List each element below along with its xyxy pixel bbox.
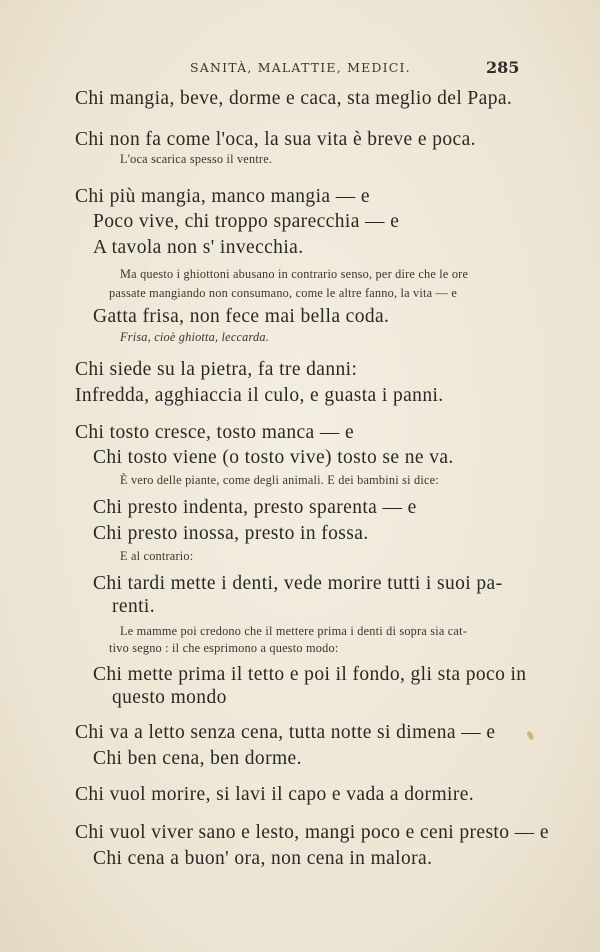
proverb-line: Chi vuol morire, si lavi il capo e vada a dormire. (75, 784, 475, 805)
proverb-line: Chi tardi mette i denti, vede morire tutti i suoi pa- (93, 573, 503, 594)
proverb-line: Chi vuol viver sano e lesto, mangi poco e ceni presto — e (75, 822, 549, 843)
page-header (0, 58, 600, 82)
note-line: Le mamme poi credono che il mettere prima i denti di sopra sia cat- (120, 624, 468, 638)
proverb-line: Chi più mangia, manco mangia — e (75, 186, 370, 207)
proverb-line: Chi mette prima il tetto e poi il fondo, gli sta poco in (93, 664, 527, 685)
proverb-line: Poco vive, chi troppo sparecchia — e (93, 211, 400, 232)
running-head: SANITÀ, MALATTIE, MEDICI. (190, 60, 411, 75)
proverb-line: Chi tosto cresce, tosto manca — e (75, 422, 355, 443)
proverb-line: Chi ben cena, ben dorme. (93, 748, 302, 769)
proverb-line: Chi tosto viene (o tosto vive) tosto se ne va. (93, 447, 454, 468)
proverb-line: Chi mangia, beve, dorme e caca, sta meglio del Papa. (75, 88, 513, 109)
note-line: Ma questo i ghiottoni abusano in contrario senso, per dire che le ore (120, 267, 469, 281)
proverb-line: Gatta frisa, non fece mai bella coda. (93, 306, 390, 327)
proverb-line: Chi presto indenta, presto sparenta — e (93, 497, 417, 518)
proverb-line: Chi presto inossa, presto in fossa. (93, 523, 369, 544)
proverb-line: renti. (112, 596, 156, 617)
note-line: E al contrario: (120, 549, 194, 563)
proverb-line: questo mondo (112, 687, 227, 708)
proverb-line: Chi cena a buon' ora, non cena in malora. (93, 848, 433, 869)
proverb-line: Chi siede su la pietra, fa tre danni: (75, 359, 358, 380)
note-line: È vero delle piante, come degli animali. E dei bambini si dice: (120, 473, 439, 487)
page-number: 285 (486, 58, 520, 77)
paper-stain (526, 730, 535, 740)
proverb-line: A tavola non s' invecchia. (93, 237, 304, 258)
proverb-line: Infredda, agghiaccia il culo, e guasta i panni. (75, 385, 444, 406)
note-line: L'oca scarica spesso il ventre. (120, 152, 273, 166)
note-line: tivo segno : il che esprimono a questo modo: (109, 641, 339, 655)
note-line: Frisa, cioè ghiotta, leccarda. (120, 330, 269, 344)
proverb-line: Chi va a letto senza cena, tutta notte si dimena — e (75, 722, 496, 743)
proverb-line: Chi non fa come l'oca, la sua vita è breve e poca. (75, 129, 476, 150)
note-line: passate mangiando non consumano, come le altre fanno, la vita — e (109, 286, 457, 300)
